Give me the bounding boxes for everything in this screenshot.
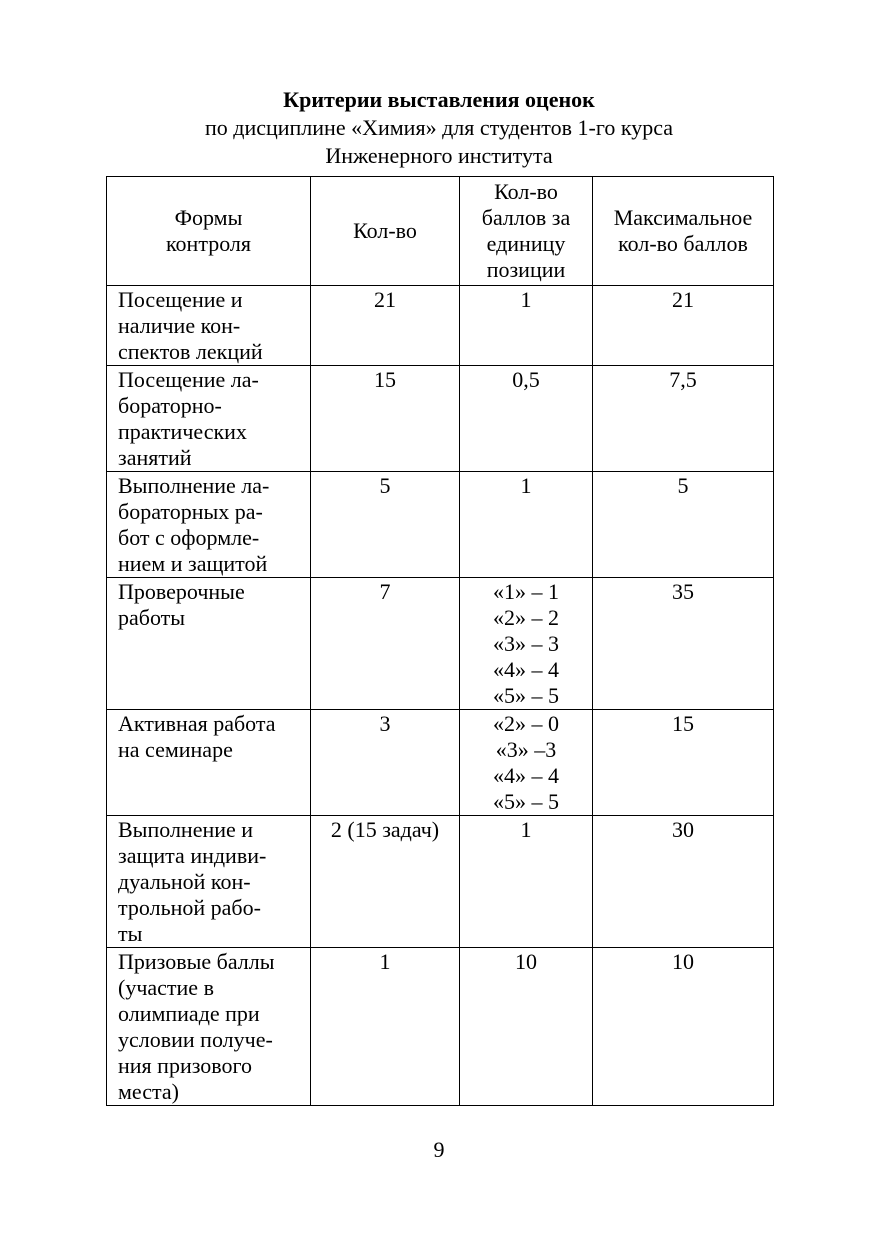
points-cell: 1 <box>460 472 593 578</box>
column-header-points-per-unit: Кол-во баллов за единицу позиции <box>460 177 593 286</box>
count-cell: 21 <box>311 286 460 366</box>
column-header-form: Формы контроля <box>107 177 311 286</box>
table-row <box>107 286 774 366</box>
table-row <box>107 816 774 948</box>
count-cell: 1 <box>311 948 460 1106</box>
column-header-max-points: Максимальное кол-во баллов <box>593 177 774 286</box>
form-cell: Активная работа на семинаре <box>107 710 311 816</box>
max-cell: 30 <box>593 816 774 948</box>
count-cell: 3 <box>311 710 460 816</box>
table-row <box>107 948 774 1106</box>
points-cell: 0,5 <box>460 366 593 472</box>
form-cell: Посещение ла- бораторно- практических занятий <box>107 366 311 472</box>
table-row <box>107 578 774 710</box>
form-cell: Посещение и наличие кон- спектов лекций <box>107 286 311 366</box>
page-number: 9 <box>433 1137 445 1162</box>
form-cell: Проверочные работы <box>107 578 311 710</box>
count-cell: 5 <box>311 472 460 578</box>
column-header-count: Кол-во <box>311 177 460 286</box>
table-row <box>107 366 774 472</box>
points-cell: «2» – 0 «3» –3 «4» – 4 «5» – 5 <box>460 710 593 816</box>
max-cell: 10 <box>593 948 774 1106</box>
max-cell: 7,5 <box>593 366 774 472</box>
document-subtitle-line-2: Инженерного института <box>325 143 553 168</box>
table-row <box>107 472 774 578</box>
page-header <box>0 86 878 170</box>
count-cell: 7 <box>311 578 460 710</box>
count-cell: 2 (15 задач) <box>311 816 460 948</box>
document-title: Критерии выставления оценок <box>283 87 595 112</box>
grading-criteria-table <box>106 176 774 1106</box>
max-cell: 21 <box>593 286 774 366</box>
table-header-row <box>107 177 774 286</box>
document-subtitle-line-1: по дисциплине «Химия» для студентов 1-го курса <box>204 115 673 140</box>
count-cell: 15 <box>311 366 460 472</box>
max-cell: 15 <box>593 710 774 816</box>
form-cell: Выполнение ла- бораторных ра- бот с оформле- нием и защитой <box>107 472 311 578</box>
points-cell: «1» – 1 «2» – 2 «3» – 3 «4» – 4 «5» – 5 <box>460 578 593 710</box>
max-cell: 5 <box>593 472 774 578</box>
form-cell: Выполнение и защита индиви- дуальной кон- трольной рабо- ты <box>107 816 311 948</box>
points-cell: 10 <box>460 948 593 1106</box>
max-cell: 35 <box>593 578 774 710</box>
points-cell: 1 <box>460 816 593 948</box>
form-cell: Призовые баллы (участие в олимпиаде при условии получе- ния призового места) <box>107 948 311 1106</box>
points-cell: 1 <box>460 286 593 366</box>
table-row <box>107 710 774 816</box>
